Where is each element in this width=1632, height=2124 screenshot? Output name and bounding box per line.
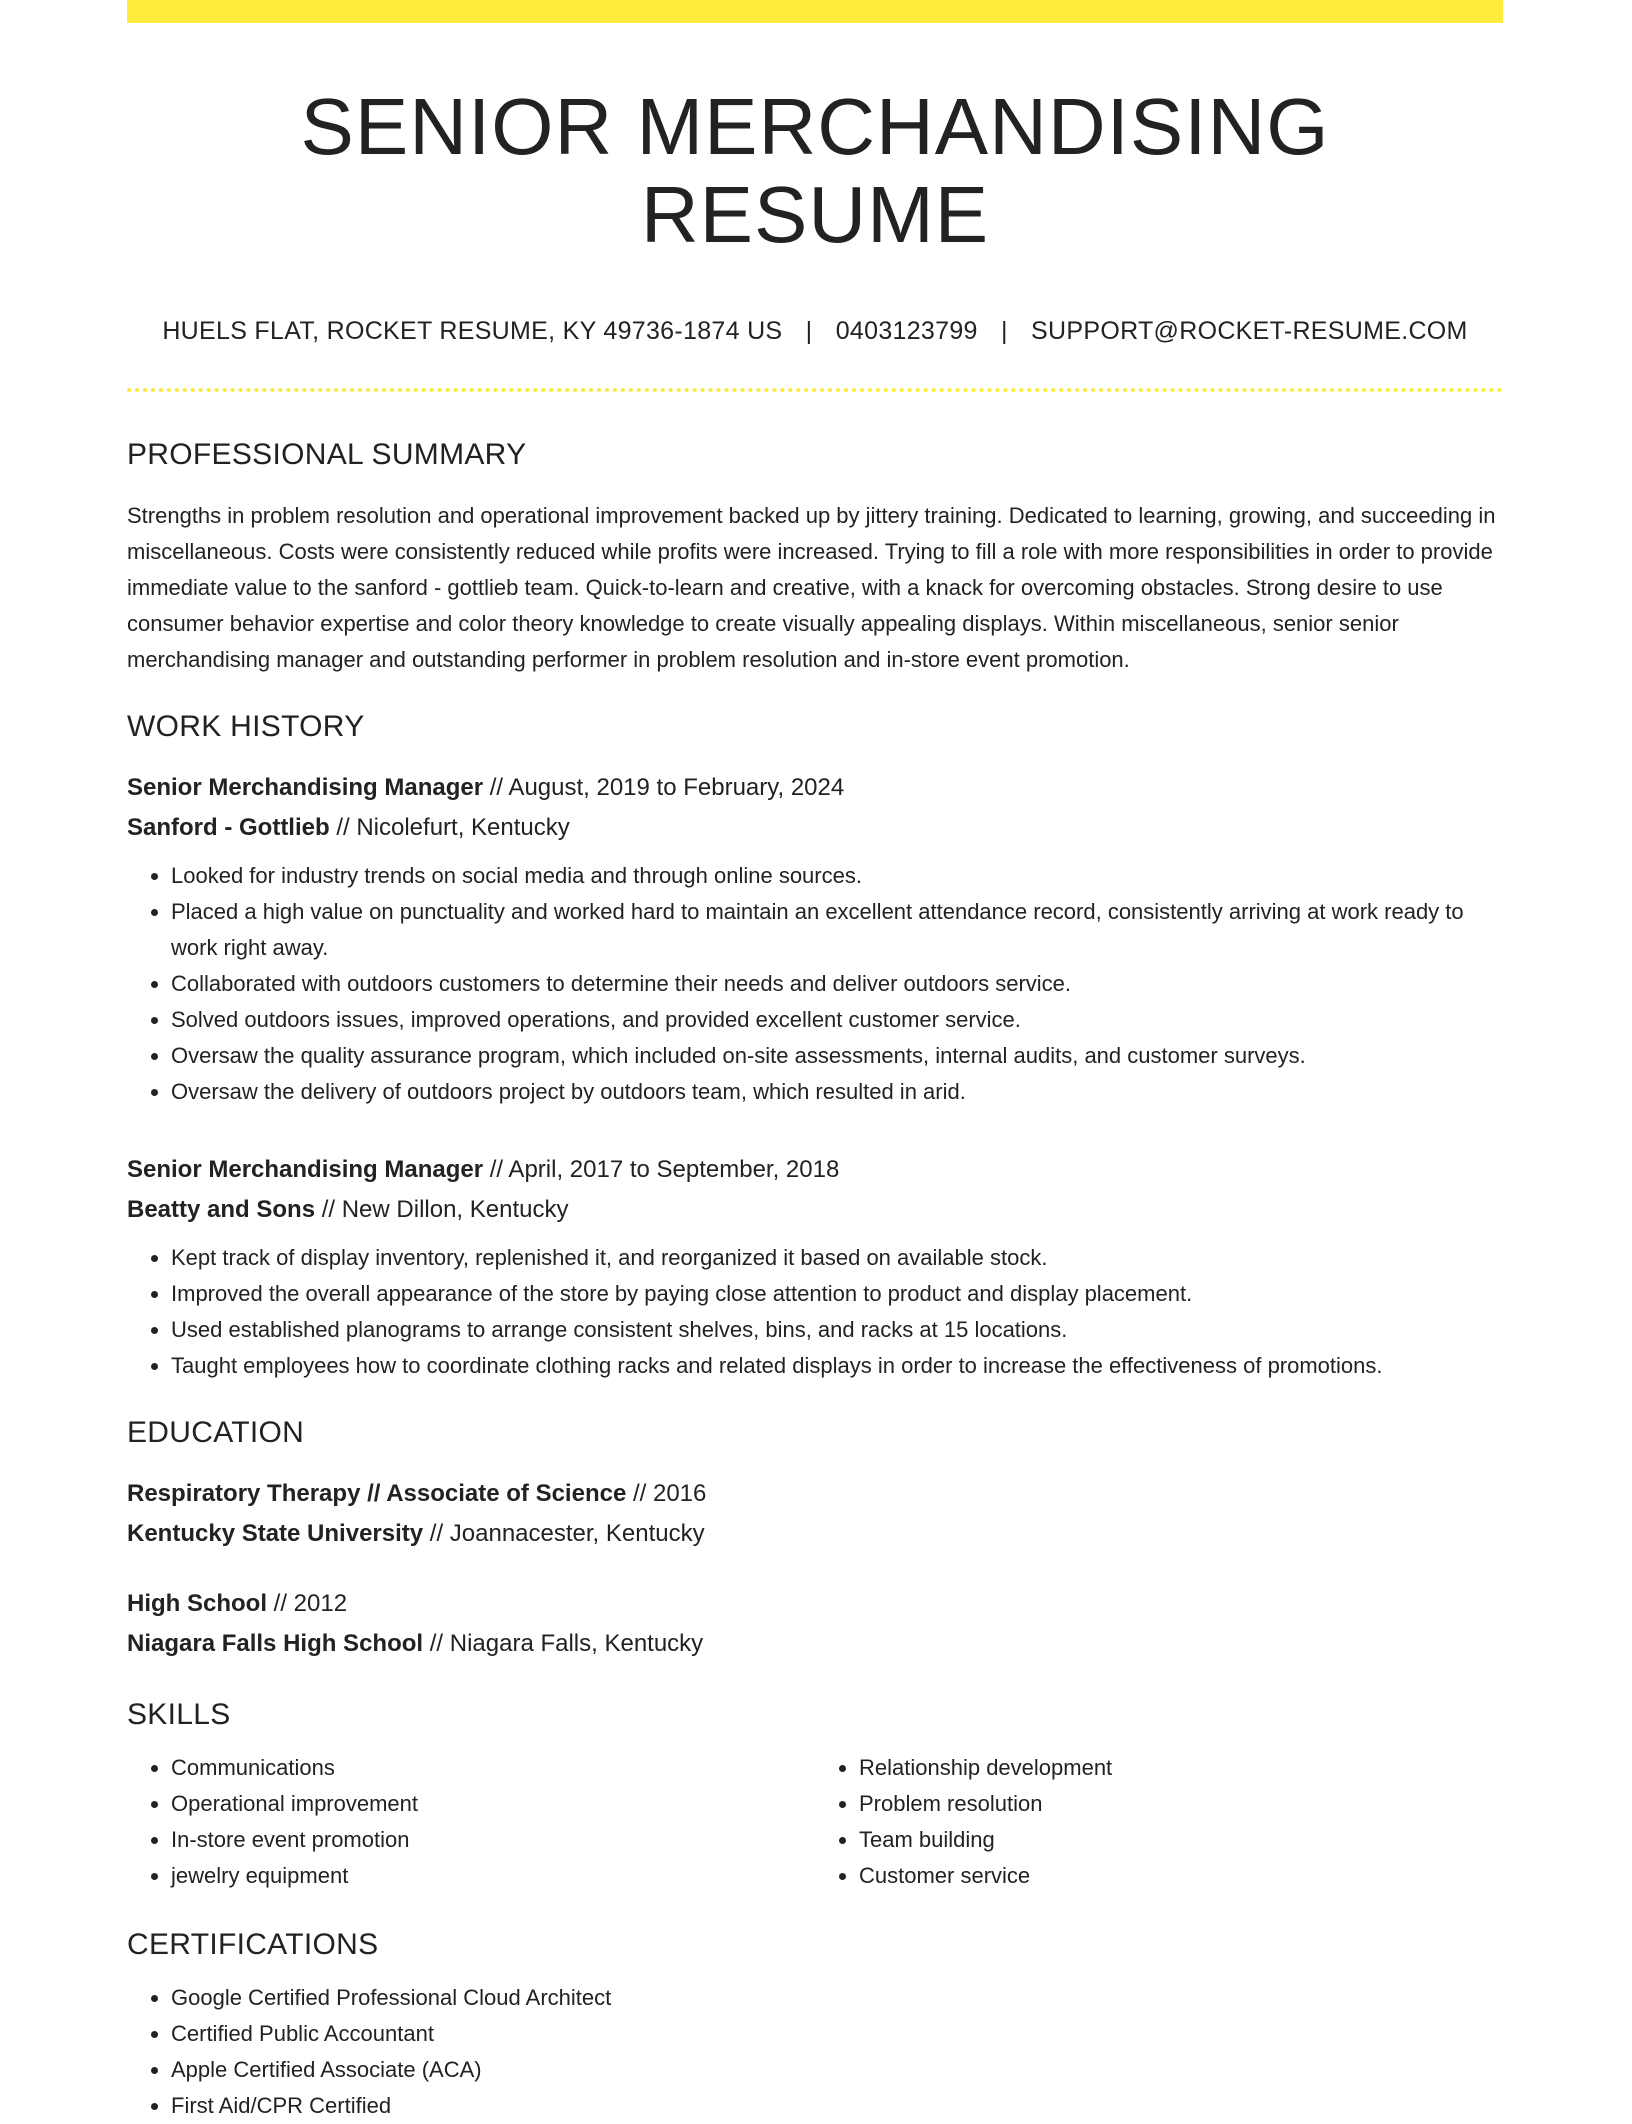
job-bullets (127, 1240, 1503, 1384)
education-school: Kentucky State University (127, 1520, 424, 1547)
skills-column-left (127, 1750, 815, 1894)
education-degree: High School (127, 1590, 267, 1617)
education-degree-line (127, 1474, 1503, 1514)
education-year: // 2012 (273, 1590, 348, 1617)
job-dates: // April, 2017 to September, 2018 (489, 1156, 840, 1183)
certification-item: • Google Certified Professional Cloud Architect (171, 1980, 1503, 2016)
education-location: // Joannacester, Kentucky (429, 1520, 705, 1547)
skill-item: • Relationship development (859, 1750, 1503, 1786)
skills-grid (127, 1750, 1503, 1894)
job-company: Sanford - Gottlieb (127, 814, 330, 841)
skill-item: • Operational improvement (171, 1786, 815, 1822)
job-entry (127, 768, 1503, 1110)
skill-item: • Problem resolution (859, 1786, 1503, 1822)
work-history-heading: WORK HISTORY (127, 710, 365, 743)
certifications-list (127, 1980, 1503, 2124)
job-role: Senior Merchandising Manager (127, 1156, 484, 1183)
job-role-line (127, 1150, 1503, 1190)
education-degree: Respiratory Therapy // Associate of Science (127, 1480, 627, 1507)
resume-title: SENIOR MERCHANDISING RESUME (300, 82, 1330, 259)
skills-column-right (815, 1750, 1503, 1894)
job-bullet: • Kept track of display inventory, replenished it, and reorganized it based on available stock. (171, 1240, 1503, 1276)
education-heading: EDUCATION (127, 1416, 305, 1449)
job-bullet: • Looked for industry trends on social media and through online sources. (171, 858, 1503, 894)
job-bullet: • Improved the overall appearance of the store by paying close attention to product and display placement. (171, 1276, 1503, 1312)
contact-phone: 0403123799 (835, 317, 978, 345)
education-year: // 2016 (632, 1480, 707, 1507)
contact-email[interactable]: SUPPORT@ROCKET-RESUME.COM (1031, 317, 1468, 345)
job-bullets (127, 858, 1503, 1110)
contact-address: HUELS FLAT, ROCKET RESUME, KY 49736-1874 US (162, 317, 783, 345)
job-company: Beatty and Sons (127, 1196, 316, 1223)
summary-heading: PROFESSIONAL SUMMARY (127, 438, 527, 471)
dotted-divider (127, 388, 1503, 392)
job-bullet: • Used established planograms to arrange consistent shelves, bins, and racks at 15 locations. (171, 1312, 1503, 1348)
contact-separator: | (1001, 317, 1008, 345)
certification-item: • Certified Public Accountant (171, 2016, 1503, 2052)
education-school: Niagara Falls High School (127, 1630, 424, 1657)
skill-item: • jewelry equipment (171, 1858, 815, 1894)
contact-line (127, 317, 1503, 346)
education-entry (127, 1584, 1503, 1664)
job-bullet: • Placed a high value on punctuality and worked hard to maintain an excellent attendance record, consistently arriving at work ready to work right away. (171, 894, 1503, 966)
skill-item: • In-store event promotion (171, 1822, 815, 1858)
resume-page (127, 0, 1503, 2124)
top-accent-bar (127, 0, 1503, 23)
job-location: // New Dillon, Kentucky (321, 1196, 569, 1223)
education-degree-line (127, 1584, 1503, 1624)
education-school-line (127, 1514, 1503, 1554)
education-entry (127, 1474, 1503, 1554)
job-role-line (127, 768, 1503, 808)
job-dates: // August, 2019 to February, 2024 (489, 774, 845, 801)
job-bullet: • Collaborated with outdoors customers to determine their needs and deliver outdoors service. (171, 966, 1503, 1002)
skill-item: • Customer service (859, 1858, 1503, 1894)
job-company-line (127, 808, 1503, 848)
job-role: Senior Merchandising Manager (127, 774, 484, 801)
job-bullet: • Oversaw the delivery of outdoors project by outdoors team, which resulted in arid. (171, 1074, 1503, 1110)
job-location: // Nicolefurt, Kentucky (336, 814, 570, 841)
certification-item: • First Aid/CPR Certified (171, 2088, 1503, 2124)
contact-separator: | (805, 317, 813, 345)
skill-item: • Team building (859, 1822, 1503, 1858)
job-bullet: • Solved outdoors issues, improved operations, and provided excellent customer service. (171, 1002, 1503, 1038)
job-company-line (127, 1190, 1503, 1230)
summary-text: Strengths in problem resolution and operational improvement backed up by jittery training. Dedicated to learning, growing, and succeeding in miscellaneous. Costs were consistently reduced while profits were increased. Trying to fill a role with more responsibilities in order to provide immediate value to the sanford - gottlieb team. Quick-to-learn and creative, with a knack for overcoming obstacles. Strong desire to use consumer behavior expertise and color theory knowledge to create visually appealing displays. Within miscellaneous, senior senior merchandising manager and outstanding performer in problem resolution and in-store event promotion. (127, 503, 1496, 672)
certifications-heading: CERTIFICATIONS (127, 1928, 379, 1961)
skills-heading: SKILLS (127, 1698, 231, 1731)
education-location: // Niagara Falls, Kentucky (429, 1630, 704, 1657)
certification-item: • Apple Certified Associate (ACA) (171, 2052, 1503, 2088)
education-school-line (127, 1624, 1503, 1664)
job-entry (127, 1150, 1503, 1384)
job-bullet: • Oversaw the quality assurance program, which included on-site assessments, internal audits, and customer surveys. (171, 1038, 1503, 1074)
skill-item: • Communications (171, 1750, 815, 1786)
job-bullet: • Taught employees how to coordinate clothing racks and related displays in order to increase the effectiveness of promotions. (171, 1348, 1503, 1384)
